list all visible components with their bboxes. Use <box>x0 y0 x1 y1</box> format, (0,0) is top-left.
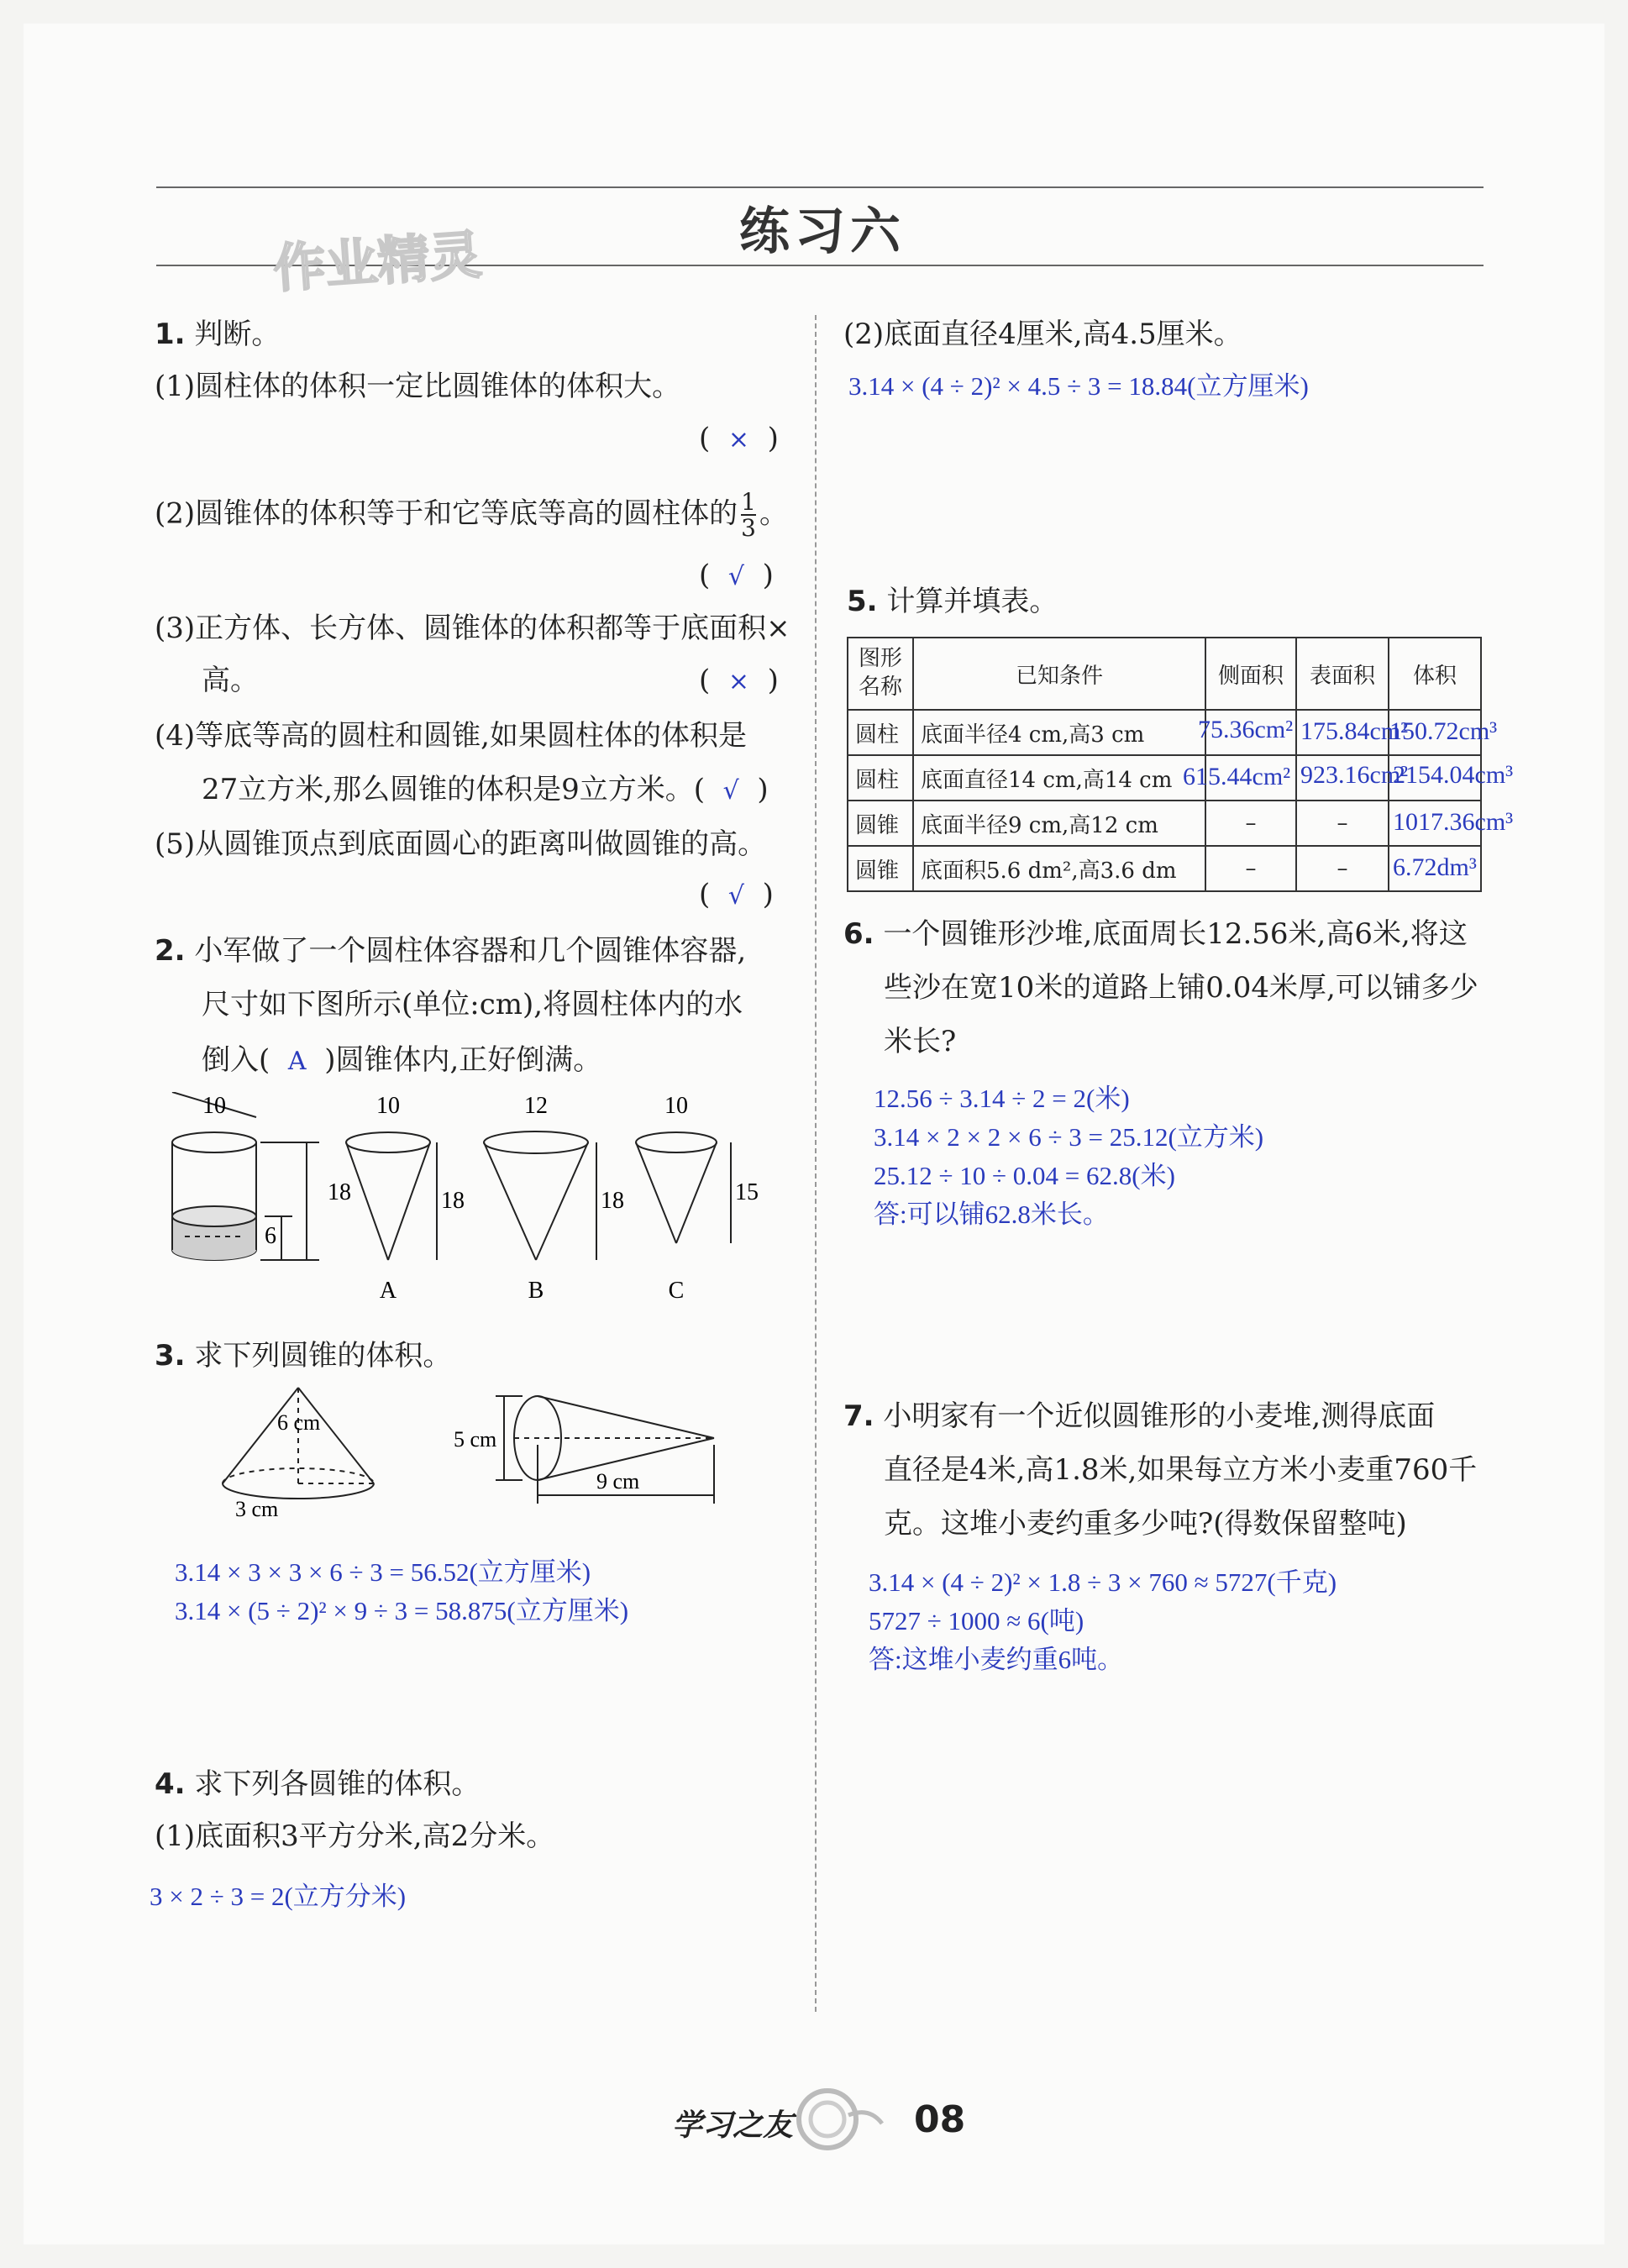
footer-brand: 学习之友 <box>672 2108 794 2143</box>
q1-item-4: (4)等底等高的圆柱和圆锥,如果圆柱体的体积是 <box>155 719 747 753</box>
q3-fig1-r: 3 cm <box>235 1497 279 1521</box>
table-row <box>848 710 1481 755</box>
q1-item-3-mark: × <box>727 667 750 696</box>
q5-r4-volume <box>1389 846 1481 891</box>
q5-r1-surface <box>1296 710 1409 755</box>
q1-item-4-line2: 27立方米,那么圆锥的体积是9立方米。( √ ) <box>202 773 769 806</box>
q5-r2-cond: 底面直径14 cm,高14 cm <box>913 755 1205 801</box>
header-rule-top <box>156 186 1484 188</box>
q5-r2-side <box>1183 755 1296 801</box>
q1-item-3-blank: ( × ) <box>699 664 779 697</box>
q5-r4-surface: – <box>1296 846 1389 891</box>
q3-heading <box>155 1339 451 1373</box>
q4-number: 4. <box>155 1767 186 1801</box>
table-row <box>848 846 1481 891</box>
q4-answer-1: 3 × 2 ÷ 3 = 2(立方分米) <box>150 1882 407 1911</box>
q2-line-2: 尺寸如下图所示(单位:cm),将圆柱体内的水 <box>202 988 743 1021</box>
q6-line-3: 米长? <box>884 1025 957 1058</box>
q2-number: 2. <box>155 934 186 968</box>
q5-r2-side-value: 615.44cm² <box>1183 763 1291 790</box>
q5-number: 5. <box>847 585 878 618</box>
cone-b-h: 18 <box>601 1188 624 1214</box>
footer-logo-icon <box>790 2082 890 2157</box>
q7-text-1: 小明家有一个近似圆锥形的小麦堆,测得底面 <box>883 1399 1436 1433</box>
q1-item-3: (3)正方体、长方体、圆锥体的体积都等于底面积× <box>155 612 790 645</box>
water-h-label: 6 <box>265 1223 276 1249</box>
q3-number: 3. <box>155 1339 186 1373</box>
page-title: 练习六 <box>739 202 906 261</box>
q1-item-3-line2: 高。 <box>202 664 259 697</box>
table-row <box>848 801 1481 846</box>
q1-item-5: (5)从圆锥顶点到底面圆心的距离叫做圆锥的高。 <box>155 827 767 861</box>
q6-line-1 <box>843 917 1468 952</box>
q3-answer-1: 3.14 × 3 × 3 × 6 ÷ 3 = 56.52(立方厘米) <box>175 1557 591 1587</box>
q6-answer-1: 12.56 ÷ 3.14 ÷ 2 = 2(米) <box>874 1084 1130 1113</box>
q1-item-5-mark: √ <box>727 881 745 911</box>
q2-text-3b: )圆锥体内,正好倒满。 <box>324 1043 602 1077</box>
q1-item-4-text2: 27立方米,那么圆锥的体积是9立方米。( <box>202 773 705 806</box>
q6-answer-2: 3.14 × 2 × 2 × 6 ÷ 3 = 25.12(立方米) <box>874 1122 1264 1152</box>
q1-item-2 <box>155 490 788 541</box>
q2-line-1 <box>155 934 746 969</box>
q5-r1-shape: 圆柱 <box>848 710 913 755</box>
q4-part-1: (1)底面积3平方分米,高2分米。 <box>155 1819 555 1853</box>
q5-header-row <box>848 638 1481 710</box>
q1-item-4-mark: √ <box>722 776 739 806</box>
fraction-one-third <box>741 490 756 541</box>
q5-r1-surface-value: 175.84cm² <box>1300 717 1409 745</box>
q7-line-2: 直径是4米,高1.8米,如果每立方米小麦重760千 <box>884 1453 1478 1487</box>
q1-item-1: (1)圆柱体的体积一定比圆锥体的体积大。 <box>155 370 681 403</box>
q5-r1-side-value: 75.36cm² <box>1198 716 1294 743</box>
q4-heading <box>155 1767 480 1802</box>
q5-r2-shape: 圆柱 <box>848 755 913 801</box>
q2-answer: A <box>287 1047 307 1076</box>
q7-line-1 <box>843 1399 1435 1434</box>
q1-text: 判断。 <box>194 318 281 351</box>
q5-r3-surface: – <box>1296 801 1389 846</box>
cone-a-h: 18 <box>441 1188 465 1214</box>
q3-fig2-h: 9 cm <box>596 1469 640 1494</box>
q1-item-2-tail: 。 <box>759 496 788 531</box>
cone-b-d: 12 <box>524 1093 548 1119</box>
q4-part-2: (2)底面直径4厘米,高4.5厘米。 <box>843 318 1242 351</box>
q5-r3-cond: 底面半径9 cm,高12 cm <box>913 801 1205 846</box>
q1-heading <box>155 318 280 352</box>
q2-line-3 <box>202 1043 601 1078</box>
q6-line-2: 些沙在宽10米的道路上铺0.04米厚,可以铺多少 <box>884 971 1478 1005</box>
q5-r4-volume-value: 6.72dm³ <box>1393 853 1477 881</box>
q5-header-side: 侧面积 <box>1205 638 1296 710</box>
q1-item-1-blank: ( × ) <box>699 422 779 455</box>
column-divider <box>815 315 817 2012</box>
q5-header-volume: 体积 <box>1389 638 1481 710</box>
q5-r4-cond: 底面积5.6 dm²,高3.6 dm <box>913 846 1205 891</box>
q4-text: 求下列各圆锥的体积。 <box>194 1767 481 1801</box>
cone-c-h: 15 <box>735 1179 759 1205</box>
q3-answer-2: 3.14 × (5 ÷ 2)² × 9 ÷ 3 = 58.875(立方厘米) <box>175 1596 629 1625</box>
q1-item-5-blank: ( √ ) <box>699 878 774 911</box>
q5-r3-volume-value: 1017.36cm³ <box>1393 808 1514 836</box>
watermark: 作业精灵 <box>271 223 484 300</box>
q7-answer-2: 5727 ÷ 1000 ≈ 6(吨) <box>869 1606 1084 1635</box>
q7-answer-3: 答:这堆小麦约重6吨。 <box>869 1645 1124 1674</box>
q5-header-cond: 已知条件 <box>913 638 1205 710</box>
q5-text: 计算并填表。 <box>886 585 1058 618</box>
q5-heading <box>847 585 1058 619</box>
q7-number: 7. <box>843 1399 874 1433</box>
page-number: 08 <box>914 2098 966 2141</box>
fraction-numerator: 1 <box>741 488 756 516</box>
q1-item-1-mark: × <box>727 425 750 454</box>
cyl-h-label: 18 <box>328 1179 351 1205</box>
q4-answer-2: 3.14 × (4 ÷ 2)² × 4.5 ÷ 3 = 18.84(立方厘米) <box>848 371 1309 401</box>
q6-answer-4: 答:可以铺62.8米长。 <box>874 1200 1109 1229</box>
fraction-denominator: 3 <box>741 514 756 543</box>
cone-c-label: C <box>668 1278 685 1304</box>
q1-item-2-mark: √ <box>727 562 745 591</box>
q5-r4-shape: 圆锥 <box>848 846 913 891</box>
q5-r1-side <box>1198 710 1296 755</box>
q6-text-1: 一个圆锥形沙堆,底面周长12.56米,高6米,将这 <box>883 917 1468 951</box>
q6-answer-3: 25.12 ÷ 10 ÷ 0.04 = 62.8(米) <box>874 1161 1175 1190</box>
cone-b-label: B <box>528 1278 544 1304</box>
q3-figure <box>210 1378 731 1529</box>
q5-r2-surface-value: 923.16cm² <box>1300 761 1409 789</box>
q5-header-shape: 图形名称 <box>848 638 913 710</box>
q3-text: 求下列圆锥的体积。 <box>194 1339 452 1373</box>
q5-r1-volume <box>1389 710 1498 755</box>
cyl-d-label: 10 <box>202 1093 226 1119</box>
q1-item-2-blank: ( √ ) <box>699 559 774 592</box>
q2-text-3a: 倒入( <box>202 1043 270 1077</box>
q5-r1-volume-value: 150.72cm³ <box>1389 717 1498 745</box>
water-surface <box>172 1206 256 1226</box>
table-row <box>848 755 1481 801</box>
q5-r3-shape: 圆锥 <box>848 801 913 846</box>
q5-r2-surface <box>1296 755 1409 801</box>
q5-header-surface: 表面积 <box>1296 638 1389 710</box>
q2-text-1: 小军做了一个圆柱体容器和几个圆锥体容器, <box>194 934 747 968</box>
q7-line-3: 克。这堆小麦约重多少吨?(得数保留整吨) <box>884 1507 1407 1541</box>
q5-r2-volume-value: 2154.04cm³ <box>1393 761 1514 789</box>
q5-r2-volume <box>1389 755 1514 801</box>
cone-a-d: 10 <box>376 1093 400 1119</box>
cone-a-label: A <box>379 1278 397 1304</box>
q5-r1-cond: 底面半径4 cm,高3 cm <box>913 710 1205 755</box>
q5-r4-side: – <box>1205 846 1296 891</box>
q1-number: 1. <box>155 318 186 351</box>
cone-c-d: 10 <box>664 1093 688 1119</box>
cylinder-top <box>172 1132 256 1152</box>
q5-r3-side: – <box>1205 801 1296 846</box>
q1-item-2-text: (2)圆锥体的体积等于和它等底等高的圆柱体的 <box>155 496 738 531</box>
q3-fig1-h: 6 cm <box>277 1410 321 1435</box>
q2-figure <box>151 1092 790 1319</box>
q5-table <box>847 637 1514 892</box>
q5-r3-volume <box>1389 801 1514 846</box>
q7-answer-1: 3.14 × (4 ÷ 2)² × 1.8 ÷ 3 × 760 ≈ 5727(千克) <box>869 1567 1337 1597</box>
q6-number: 6. <box>843 917 874 951</box>
q3-fig2-d: 5 cm <box>454 1427 497 1452</box>
